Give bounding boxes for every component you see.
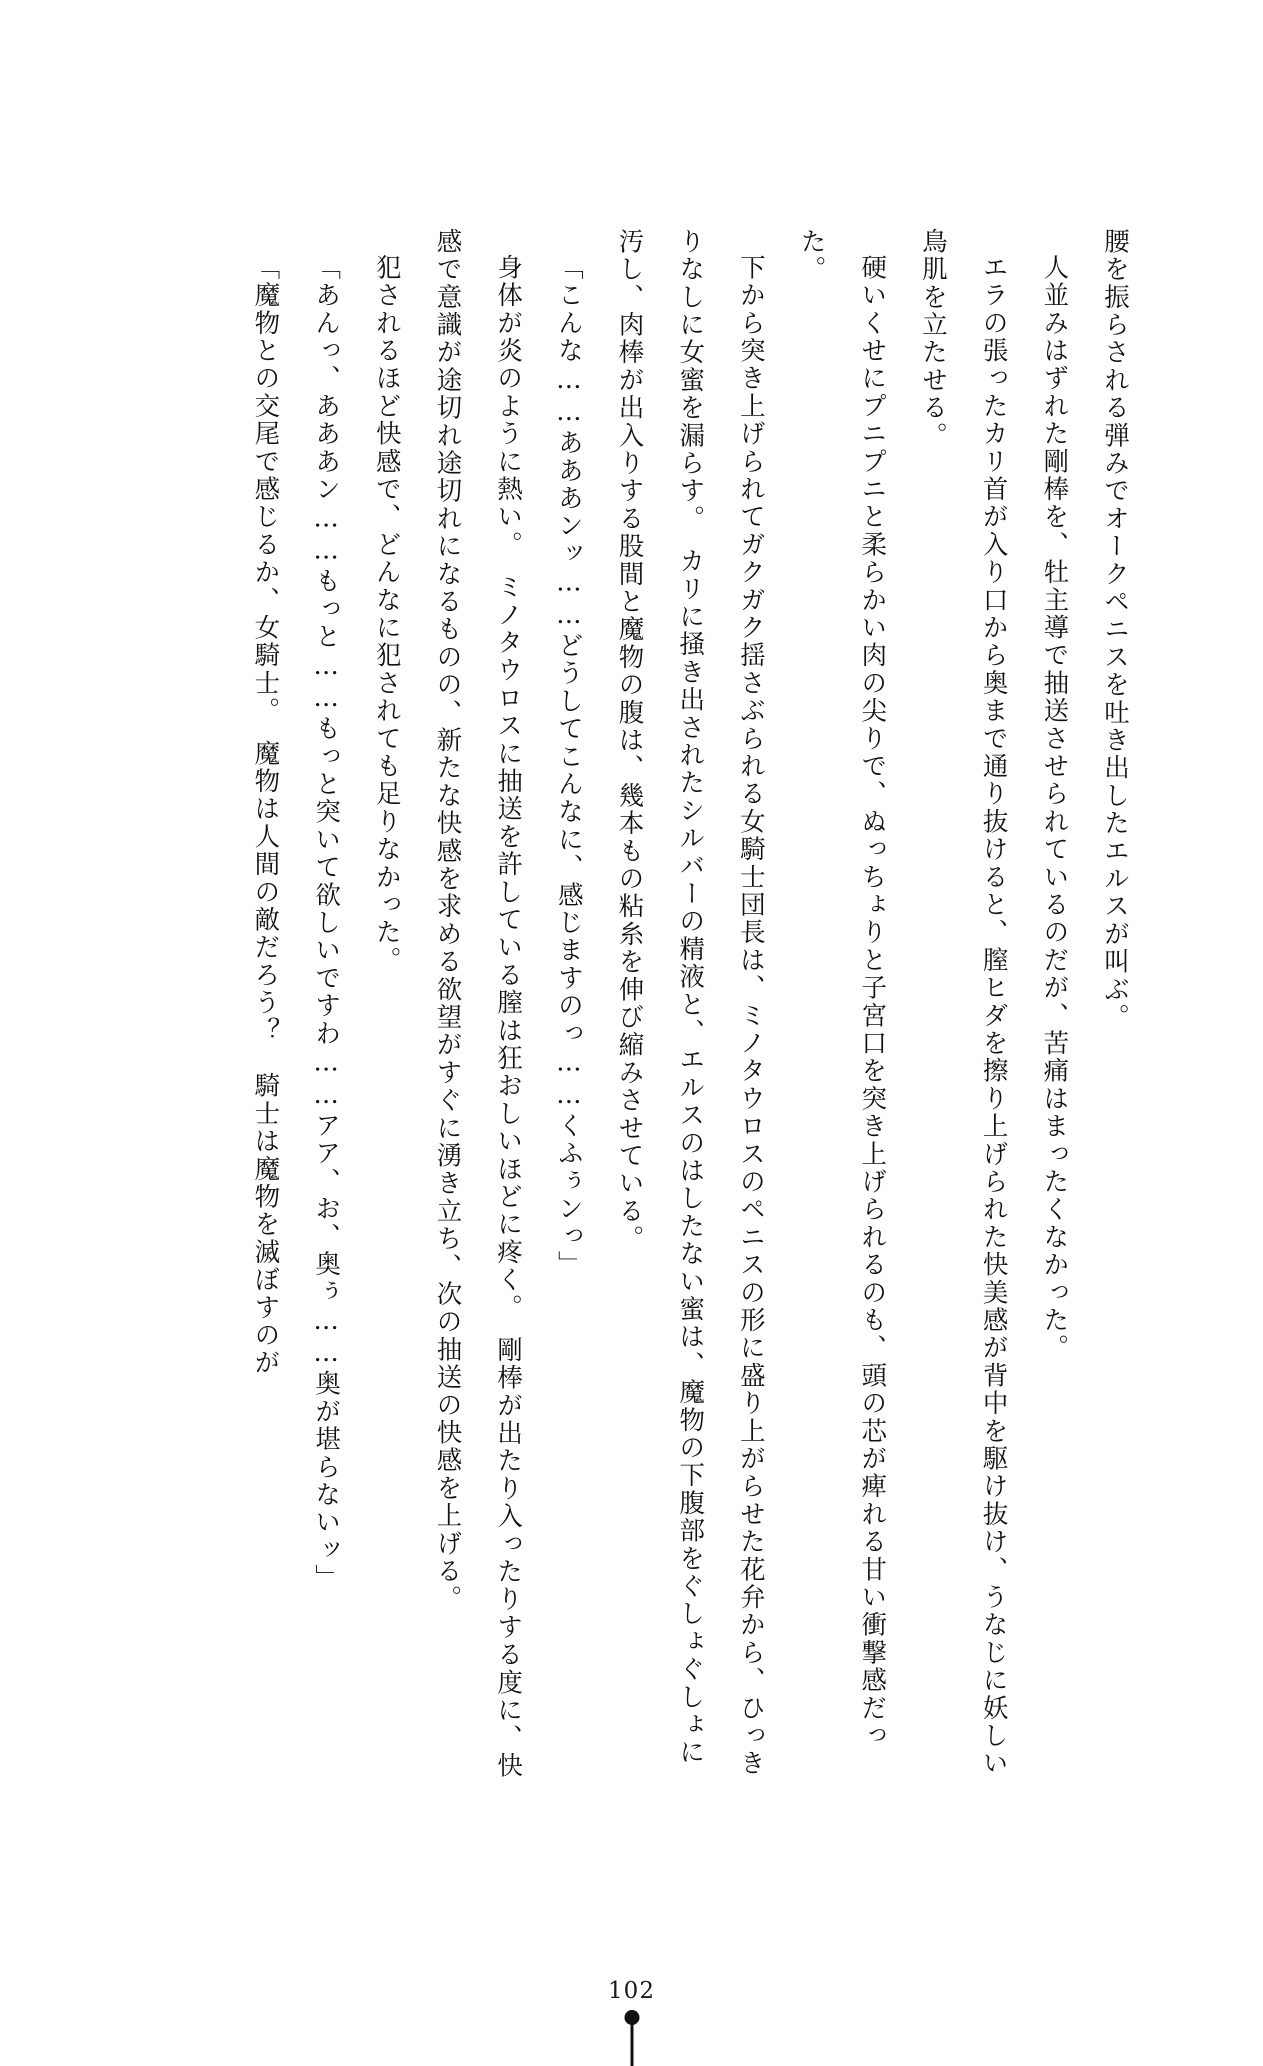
footer-stem-icon (630, 2024, 633, 2066)
paragraph: エラの張ったカリ首が入り口から奥まで通り抜けると、膣ヒダを擦り上げられた快美感が背中を駆け抜け、うなじに妖しい鳥肌を立たせる。 (917, 228, 1009, 1778)
page-number: 102 (608, 1978, 655, 2004)
paragraph: 犯されるほど快感で、どんなに犯されても足りなかった。 (371, 254, 402, 975)
paragraph: 「魔物との交尾で感じるか、女騎士。 魔物は人間の敵だろう？ 騎士は魔物を滅ぼすのが (250, 254, 281, 1377)
paragraph: 腰を振らされる弾みでオークペニスを吐き出したエルスが叫ぶ。 (1100, 228, 1130, 1032)
vertical-text-body (125, 228, 1145, 1788)
page-footer-mark (619, 2010, 645, 2066)
paragraph: 人並みはずれた剛棒を、牡主導で抽送させられているのだが、苦痛はまったくなかった。 (1039, 254, 1070, 1362)
footer-dot-icon (624, 2010, 639, 2025)
paragraph: 「あんっ、あああン……もっと……もっと突いて欲しいですわ……アア、お、奥ぅ……奥が堪らないッ」 (311, 254, 342, 1592)
paragraph: 下から突き上げられてガクガク揺さぶられる女騎士団長は、ミノタウロスのペニスの形に盛り上がらせた花弁から、ひっきりなしに女蜜を漏らす。 カリに掻き出されたシルバーの精液と、エルスのはしたない蜜は、魔物の下腹部をぐしょぐしょに汚し、肉棒が出入りする股間と魔物の腹は、幾本もの粘糸を伸び縮みさせている。 (614, 228, 766, 1778)
paragraph: 「こんな……あああンッ……どうしてこんなに、感じますのっ……くふぅンっ」 (553, 254, 584, 1279)
paragraph: 硬いくせにプニプニと柔らかい肉の尖りで、ぬっちょりと子宮口を突き上げられるのも、頭の芯が痺れる甘い衝撃感だった。 (796, 228, 888, 1750)
paragraph: 身体が炎のように熱い。 ミノタウロスに抽送を許している膣は狂おしいほどに疼く。 剛棒が出たり入ったりする度に、快感で意識が途切れ途切れになるものの、新たな快感を求める欲望がすぐに湧き立ち、次の抽送の快感を上げる。 (432, 228, 524, 1780)
